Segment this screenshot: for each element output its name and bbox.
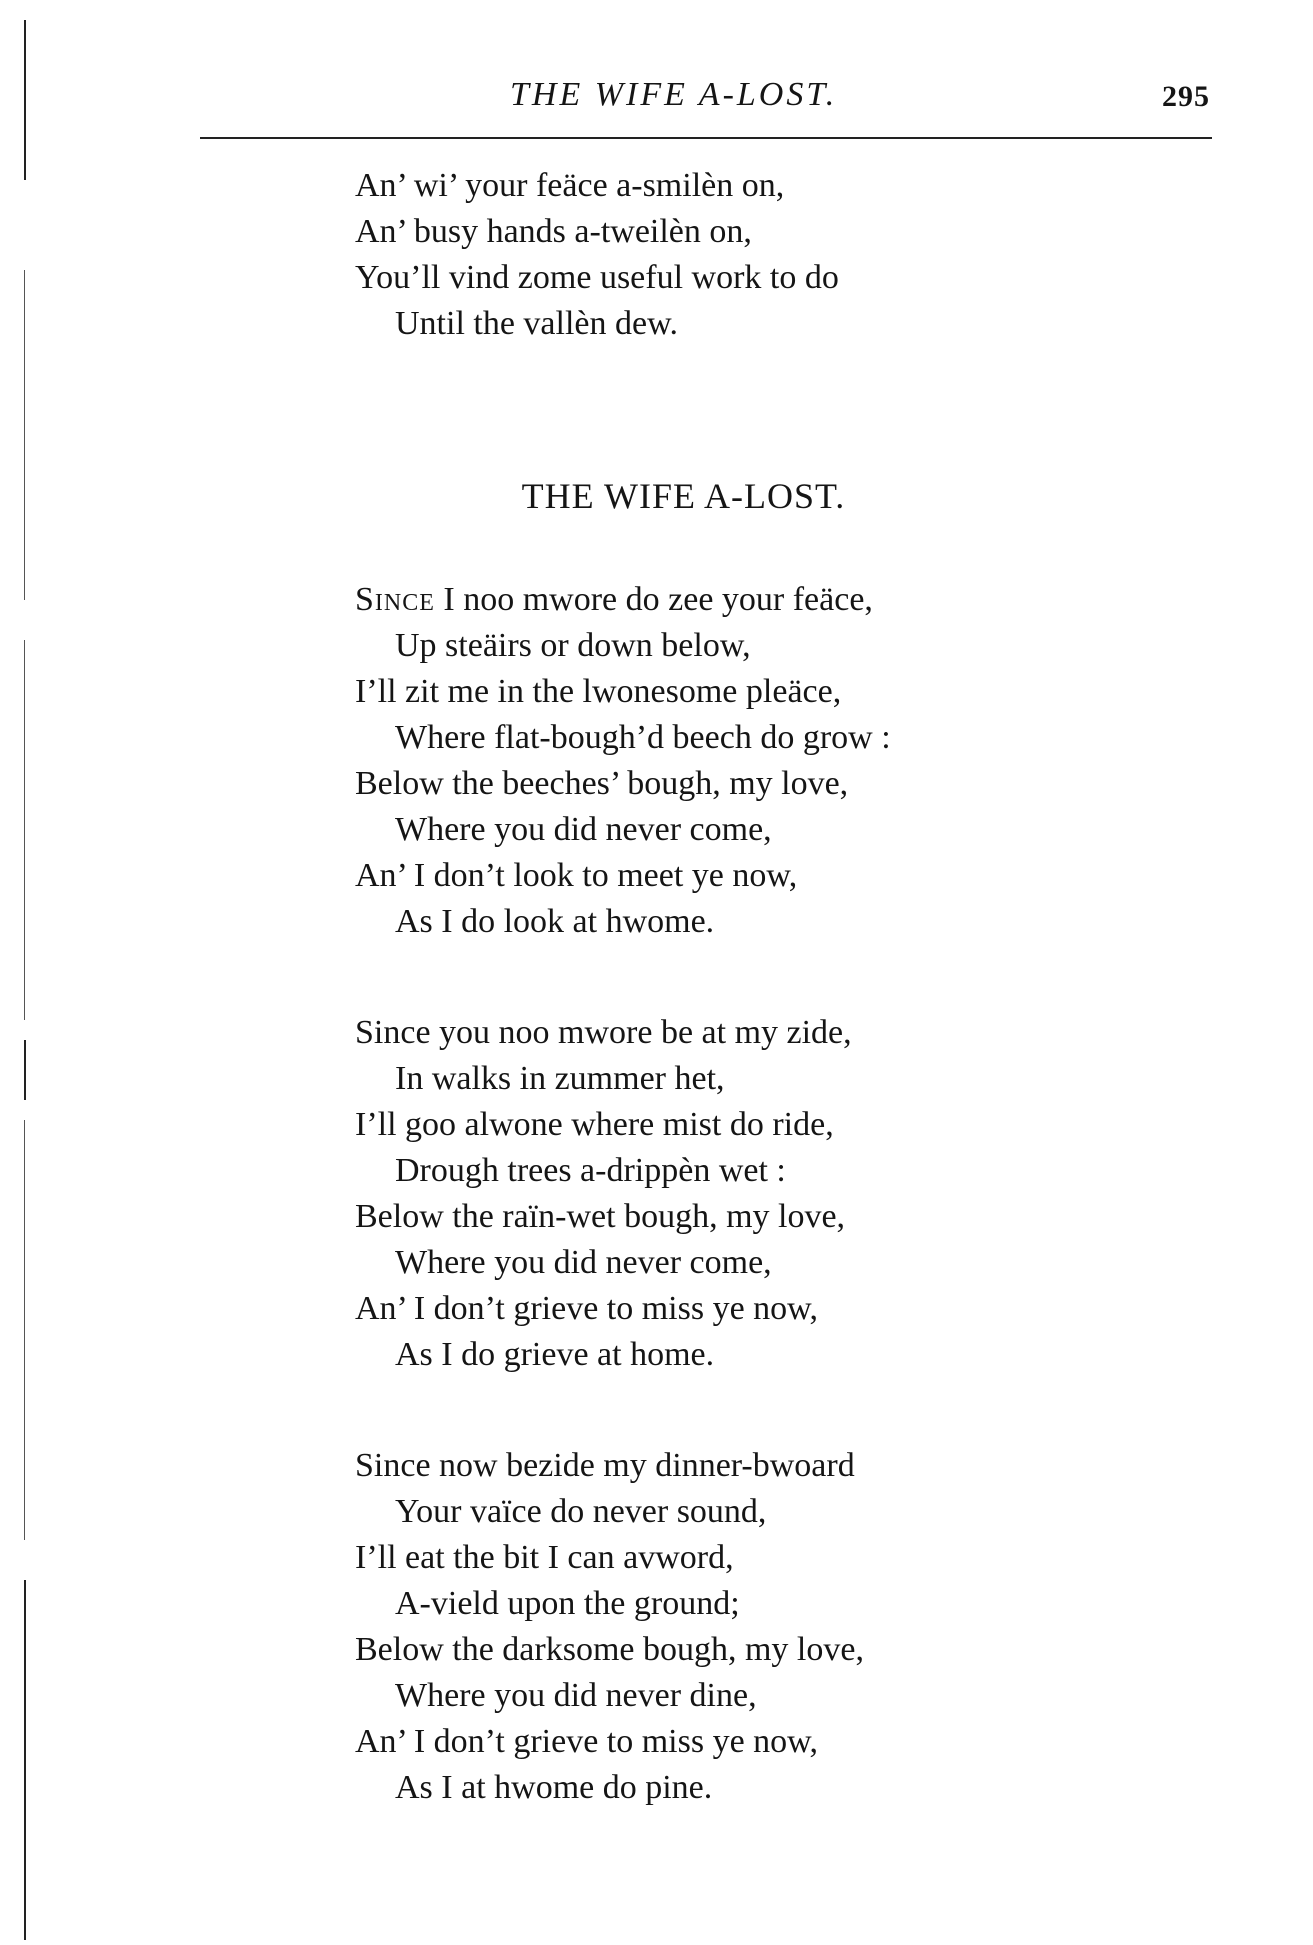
verse-line: Below the darksome bough, my love, [355, 1631, 864, 1668]
verse-line: A-vield upon the ground; [395, 1585, 740, 1622]
poem-stanza-1 [355, 577, 891, 945]
verse-line: As I at hwome do pine. [395, 1769, 713, 1806]
scan-edge-mark [24, 270, 25, 600]
verse-line: Up steäirs or down below, [395, 627, 751, 664]
poem-stanza-3 [355, 1443, 864, 1811]
verse-line: In walks in zummer het, [395, 1060, 725, 1097]
verse-line: An’ I don’t grieve to miss ye now, [355, 1723, 819, 1760]
verse-line: You’ll vind zome useful work to do [355, 259, 839, 296]
scan-edge-mark [24, 640, 25, 1020]
verse-line: Below the beeches’ bough, my love, [355, 765, 849, 802]
verse-line: An’ I don’t grieve to miss ye now, [355, 1290, 819, 1327]
verse-line: Since you noo mwore be at my zide, [355, 1014, 852, 1051]
verse-line: Since now bezide my dinner-bwoard [355, 1447, 855, 1484]
scan-edge-mark [24, 20, 26, 180]
verse-line: An’ busy hands a-tweilèn on, [355, 213, 752, 250]
verse-line: As I do grieve at home. [395, 1336, 715, 1373]
verse-line: Until the vallèn dew. [395, 305, 678, 342]
opening-word: Since [355, 581, 435, 618]
verse-line: As I do look at hwome. [395, 903, 715, 940]
scan-edge-mark [24, 1580, 26, 1940]
verse-line: Below the raïn-wet bough, my love, [355, 1198, 846, 1235]
running-title: THE WIFE A-LOST. [510, 76, 838, 113]
poem-title [0, 475, 1313, 517]
verse-line: I’ll goo alwone where mist do ride, [355, 1106, 834, 1143]
verse-line: Where flat-bough’d beech do grow : [395, 719, 891, 756]
verse-line: Drough trees a-drippèn wet : [395, 1152, 786, 1189]
verse-line: Your vaïce do never sound, [395, 1493, 767, 1530]
header-rule [200, 137, 1212, 139]
scan-edge-mark [24, 1120, 25, 1540]
verse-line: Where you did never come, [395, 1244, 772, 1281]
verse-line-rest: I noo mwore do zee your feäce, [434, 581, 873, 618]
poem-stanza-2 [355, 1010, 852, 1378]
prior-poem-stanza [355, 163, 839, 347]
verse-line: An’ I don’t look to meet ye now, [355, 857, 798, 894]
poem-title-text: THE WIFE A-LOST. [521, 476, 846, 516]
page-number: 295 [1162, 80, 1210, 113]
scan-edge-mark [24, 1040, 26, 1100]
verse-line [355, 577, 891, 623]
verse-line: I’ll eat the bit I can avword, [355, 1539, 734, 1576]
verse-line: Where you did never dine, [395, 1677, 757, 1714]
verse-line: I’ll zit me in the lwonesome pleäce, [355, 673, 842, 710]
verse-line: An’ wi’ your feäce a-smilèn on, [355, 167, 785, 204]
running-head [200, 76, 1210, 116]
verse-line: Where you did never come, [395, 811, 772, 848]
